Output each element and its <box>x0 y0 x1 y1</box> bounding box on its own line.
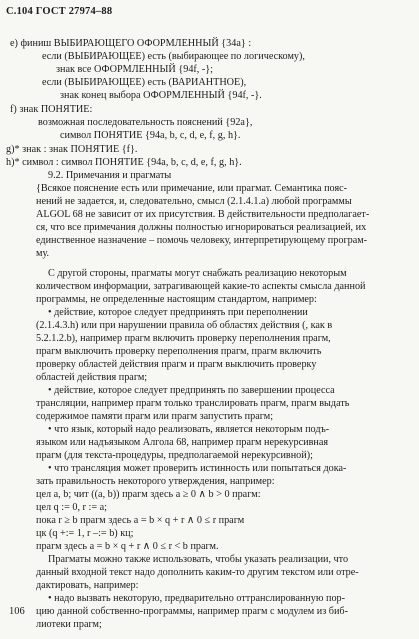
text-line: языком или надъязыком Алгола 68, например прагм нерекурсивная <box>36 437 329 448</box>
text-line: ALGOL 68 не зависит от их присутствия. В действительности предполагает- <box>36 209 370 220</box>
text-line: трансляции, например прагм только транслировать прагм, прагм выдать <box>36 398 350 409</box>
text-line: лиотеки прагм; <box>36 619 102 630</box>
text-line: если (ВЫБИРАЮЩЕЕ) есть (ВАРИАНТНОЕ), <box>42 77 247 88</box>
text-line: му. <box>36 248 50 259</box>
code-line: пока r ≥ b прагм здесь a = b × q + r ∧ 0 ≤ r прагм <box>36 515 245 526</box>
bullet-line: • действие, которое следует предпринять по завершении процесса <box>48 385 335 396</box>
code-line: цк (q +:= 1, r –:= b) кц; <box>36 528 134 539</box>
text-line: единственное назначение – помочь человеку, интерпретирующему програм- <box>36 235 368 246</box>
text-line: программы, не определенные настоящим стандартом, например: <box>36 294 317 305</box>
text-line: g)* знак : знак ПОНЯТИЕ {f}. <box>6 144 138 155</box>
text-line: возможная последовательность пояснений {92a}, <box>38 117 253 128</box>
text-line: нений не задается, и, следовательно, смысл (2.1.4.1.а) любой программы <box>36 196 352 207</box>
bullet-line: • действие, которое следует предпринять при переполнении <box>48 307 308 318</box>
code-line: прагм здесь a = b × q + r ∧ 0 ≤ r < b прагм. <box>36 541 219 552</box>
code-line: цел q := 0, r := a; <box>36 502 107 513</box>
text-line: h)* символ : символ ПОНЯТИЕ {94a, b, c, d, e, f, g, h}. <box>6 157 242 168</box>
text-line: содержимое памяти прагм или прагм запустить прагм; <box>36 411 274 422</box>
text-line: (2.1.4.3.h) или при нарушении правила об областях действия (, как в <box>36 320 333 331</box>
text-line: знак все ОФОРМЛЕННЫЙ {94f, -}; <box>56 64 214 75</box>
code-line: цел а, b; чит ((a, b)) прагм здесь а ≥ 0 ∧ b > 0 прагм: <box>36 489 261 500</box>
text-line: символ ПОНЯТИЕ {94a, b, c, d, e, f, g, h}. <box>60 130 241 141</box>
bullet-line: • надо вызвать некоторую, предварительно оттранслированную пор- <box>48 593 346 604</box>
running-header: С.104 ГОСТ 27974–88 <box>6 6 113 17</box>
text-line: Прагматы можно также использовать, чтобы указать реализации, что <box>48 554 349 565</box>
section-heading: 9.2. Примечания и прагматы <box>48 170 172 181</box>
text-line: данный входной текст надо дополнить каким-то другим текстом или отре- <box>36 567 359 578</box>
text-line: f) знак ПОНЯТИЕ: <box>10 104 93 115</box>
text-line: прагм выключить проверку переполнения прагм, прагм включить <box>36 346 322 357</box>
text-line: количеством информации, затрагивающей какие-то аспекты смысла данной <box>36 281 366 292</box>
text-line: е) финиш ВЫБИРАЮЩЕГО ОФОРМЛЕННЫЙ {34a} : <box>10 38 252 49</box>
text-line: прагм (для текста-процедуры, предполагаемой нерекурсивной); <box>36 450 313 461</box>
bullet-line: • что язык, который надо реализовать, является некоторым подъ- <box>48 424 330 435</box>
text-line: зать правильность некоторого утверждения, например: <box>36 476 275 487</box>
text-line: С другой стороны, прагматы могут снабжать реализацию некоторым <box>48 268 347 279</box>
page-number: 106 <box>9 606 25 617</box>
text-line: областей действия прагм; <box>36 372 148 383</box>
text-line: если (ВЫБИРАЮЩЕЕ) есть (выбирающее по логическому), <box>42 51 305 62</box>
text-line: знак конец выбора ОФОРМЛЕННЫЙ {94f, -}. <box>60 90 262 101</box>
text-line: ся, что все примечания должны полностью игнорироваться реализацией, их <box>36 222 367 233</box>
text-line: проверку областей действия прагм и прагм выключить проверку <box>36 359 317 370</box>
bullet-line: • что трансляция может проверить истинность или попытаться дока- <box>48 463 347 474</box>
text-line: 5.2.1.2.b), например прагм включить проверку переполнения прагм, <box>36 333 331 344</box>
text-line: дактировать, например: <box>36 580 139 591</box>
text-line: цию данной собственно-программы, например прагм с модулем из биб- <box>36 606 348 617</box>
text-line: {Всякое пояснение есть или примечание, или прагмат. Семантика пояс- <box>36 183 348 194</box>
